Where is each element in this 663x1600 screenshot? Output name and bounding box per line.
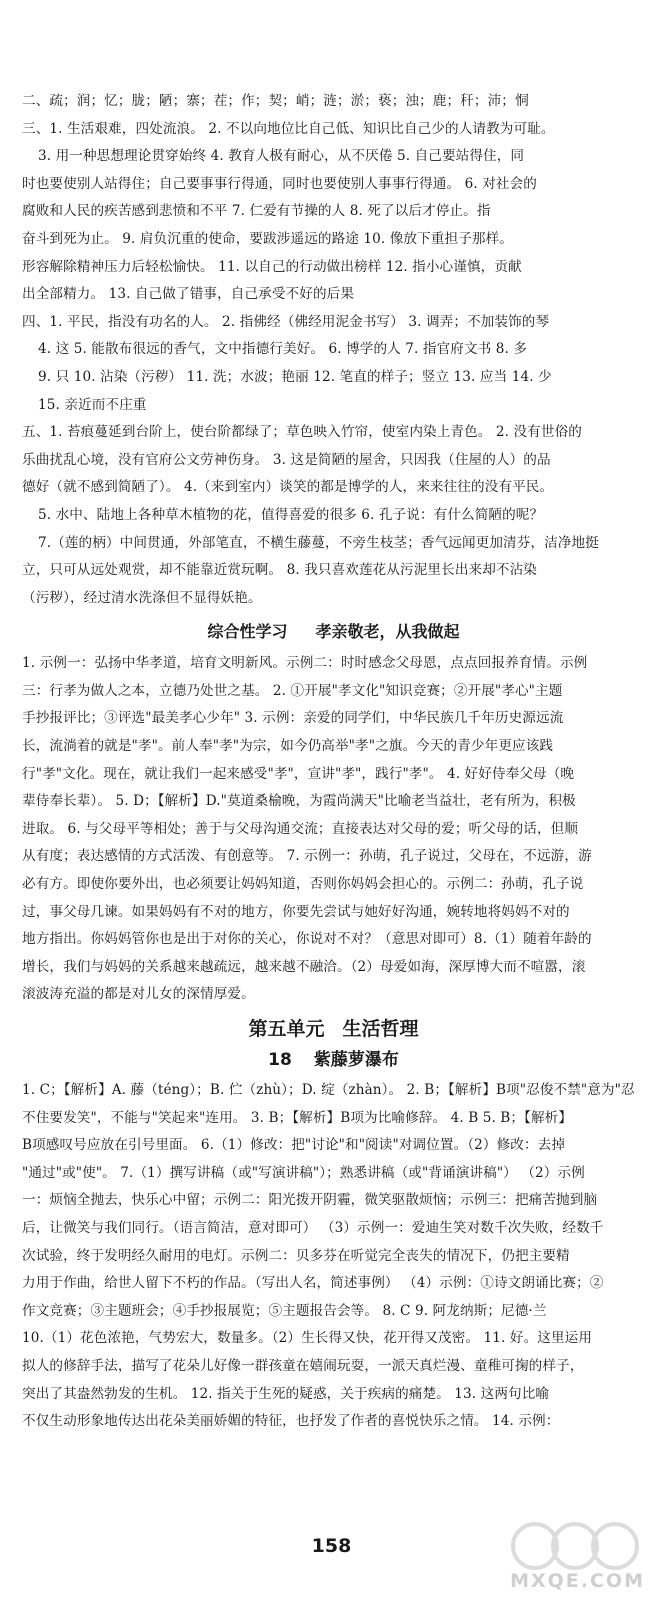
section-two <box>22 88 645 116</box>
text-line: 增长，我们与妈妈的关系越来越疏远，越来越不融洽。（2）母爱如海，深厚博大而不喧嚣，滚 <box>22 958 586 975</box>
section-four <box>22 309 645 419</box>
page-number: 158 <box>311 1535 352 1557</box>
text-line: 3. 用一种思想理论贯穿始终 4. 教育人极有耐心，从不厌倦 5. 自己要站得住，同 <box>38 148 525 165</box>
heading-left: 综合性学习 <box>207 622 288 642</box>
comprehensive-study-heading <box>22 616 645 648</box>
text-line: 四、1. 平民，指没有功名的人。 2. 指佛经（佛经用泥金书写） 3. 调弄；不加装饰的琴 <box>22 313 550 330</box>
text-line: 7.（莲的柄）中间贯通，外部笔直，不横生藤蔓，不旁生枝茎；香气远闻更加清芬，洁净地挺 <box>38 534 599 551</box>
text-line: 形容解除精神压力后轻松愉快。 11. 以自己的行动做出榜样 12. 指小心谨慎，贡献 <box>22 258 522 275</box>
text-line: B项感叹号应放在引号里面。 6.（1）修改：把"讨论"和"阅读"对调位置。（2）修改：去掉 <box>22 1137 566 1154</box>
text-line: 腐败和人民的疾苦感到悲愤和不平 7. 仁爱有节操的人 8. 死了以后才停止。指 <box>22 203 491 220</box>
text-line: 辈侍奉长辈）。 5. D；【解析】D."莫道桑榆晚，为霞尚满天"比喻老当益壮，老有所为，积极 <box>22 793 576 810</box>
text-line: 1. 示例一：弘扬中华孝道，培育文明新风。示例二：时时感念父母恩，点点回报养育情。示例 <box>22 655 588 672</box>
text-line: 手抄报评比；③评选"最美孝心少年" 3. 示例：亲爱的同学们，中华民族几千年历史源远流 <box>22 710 564 727</box>
lesson-title: 紫藤萝瀑布 <box>313 1050 399 1070</box>
text-line: 从有度；表达感情的方式活泼、有创意等。 7. 示例一：孙萌，孔子说过，父母在，不远游，游 <box>22 848 592 865</box>
text-line: 三：行孝为做人之本，立德乃处世之基。 2. ①开展"孝文化"知识竞赛；②开展"孝心"主题 <box>22 682 563 699</box>
text-line: 不仅生动形象地传达出花朵美丽娇媚的特征，也抒发了作者的喜悦快乐之情。 14. 示例： <box>22 1413 560 1430</box>
text-line: 滚波涛充溢的都是对儿女的深情厚爱。 <box>22 986 255 1003</box>
text-line: 时也要使别人站得住；自己要事事行得通，同时也要使别人事事行得通。 6. 对社会的 <box>22 175 537 192</box>
text-line: 乐曲扰乱心境，没有官府公文劳神伤身。 3. 这是简陋的屋舍，只因我（住屋的人）的品 <box>22 451 551 468</box>
text-line: （污秽），经过清水洗涤但不显得妖艳。 <box>22 589 262 606</box>
lesson-heading <box>22 1045 645 1075</box>
text-line: 拟人的修辞手法，描写了花朵儿好像一群孩童在嬉闹玩耍，一派天真烂漫、童稚可掬的样子， <box>22 1357 584 1374</box>
text-line: 进取。 6. 与父母平等相处；善于与父母沟通交流；直接表达对父母的爱；听父母的话，但顺 <box>22 820 579 837</box>
text-line: 15. 亲近而不庄重 <box>38 396 147 413</box>
text-line: 一：烦恼全抛去，快乐心中留；示例二：阳光拨开阴霾，微笑驱散烦恼；示例三：把痛苦抛到脑 <box>22 1192 598 1209</box>
unit-title: 生活哲理 <box>342 1018 419 1040</box>
text-line: 过，事父母几谏。如果妈妈有不对的地方，你要先尝试与她好好沟通，婉转地将妈妈不对的 <box>22 903 570 920</box>
section-three <box>22 116 645 309</box>
text-line: 三、1. 生活艰难，四处流浪。 2. 不以向地位比自己低、知识比自己少的人请教为可耻。 <box>22 120 555 137</box>
text-line: 出全部精力。 13. 自己做了错事，自己承受不好的后果 <box>22 286 355 303</box>
watermark-url: MXQE.COM <box>510 1570 645 1592</box>
text-line: 后，让微笑与我们同行。（语言简洁，意对即可） （3）示例一：爱迪生笑对数千次失败，经数千 <box>22 1219 604 1236</box>
text-line: "通过"或"使"。 7.（1）撰写讲稿（或"写演讲稿"）；熟悉讲稿（或"背诵演讲稿"） （2）示例 <box>22 1164 585 1181</box>
text-line: 力用于作曲，给世人留下不朽的作品。（写出人名，简述事例） （4）示例：①诗文朗诵比赛；② <box>22 1275 604 1292</box>
text-line: 9. 只 10. 沾染（污秽） 11. 洗；水波；艳丽 12. 笔直的样子；竖立 13. 应当 14. 少 <box>38 368 552 385</box>
text-line: 地方指出。你妈妈管你也是出于对你的关心，你说对不对？（意思对即可）8.（1）随着年龄的 <box>22 931 592 948</box>
text-line: 不住要发笑"，不能与"笑起来"连用。 3. B；【解析】B项为比喻修辞。 4. B 5. B；【解析】 <box>22 1109 573 1126</box>
text-line: 德好（就不感到简陋了）。 4.（来到室内）谈笑的都是博学的人，来来往往的没有平民。 <box>22 479 554 496</box>
text-line: 立，只可从远处观赏，却不能靠近赏玩啊。 8. 我只喜欢莲花从污泥里长出来却不沾染 <box>22 562 537 579</box>
text-line: 必有方。即使你要外出，也必须要让妈妈知道，否则你妈妈会担心的。示例二：孙萌，孔子说 <box>22 876 584 893</box>
text-line: 4. 这 5. 能散布很远的香气，文中指德行美好。 6. 博学的人 7. 指官府文书 8. 多 <box>38 341 528 358</box>
unit-heading <box>22 1013 645 1045</box>
unit-number: 第五单元 <box>248 1018 325 1040</box>
watermark-logo <box>499 1518 649 1596</box>
text-line: 1. C；【解析】A. 藤（téng）；B. 伫（zhù）；D. 绽（zhàn）。 2. B；【解析】B项"忍俊不禁"意为"忍 <box>22 1082 635 1098</box>
text-line: 作文竞赛；③主题班会；④手抄报展览；⑤主题报告会等。 8. C 9. 阿龙纳斯；尼德·兰 <box>22 1302 547 1319</box>
lesson-number: 18 <box>268 1050 292 1070</box>
text-line: 次试验，终于发明经久耐用的电灯。示例二：贝多芬在听觉完全丧失的情况下，仍把主要精 <box>22 1247 570 1264</box>
text-line: 5. 水中、陆地上各种草木植物的花，值得喜爱的很多 6. 孔子说：有什么简陋的呢？ <box>38 506 544 523</box>
text-line: 10.（1）花色浓艳，气势宏大，数量多。（2）生长得又快，花开得又茂密。 11. 好。这里运用 <box>22 1330 593 1347</box>
text-line: 长，流淌着的就是"孝"。前人奉"孝"为宗，如今仍高举"孝"之旗。今天的青少年更应该践 <box>22 738 554 755</box>
comprehensive-study-answers <box>22 650 645 1009</box>
watermark-badge-icon <box>499 1518 649 1574</box>
text-line: 突出了其盎然勃发的生机。 12. 指关于生死的疑惑，关于疾病的痛楚。 13. 这两句比喻 <box>22 1385 550 1402</box>
section-five <box>22 419 645 612</box>
text-line: 二、疏；润；忆；胧；陋；寨；茬；作；契；峭；涟；淤；亵；浊；鹿；秆；沛；恫 <box>22 93 529 109</box>
text-line: 奋斗到死为止。 9. 肩负沉重的使命，要跋涉遥远的路途 10. 像放下重担子那样。 <box>22 230 513 247</box>
text-line: 行"孝"文化。现在，就让我们一起来感受"孝"，宣讲"孝"，践行"孝"。 4. 好好侍奉父母（晚 <box>22 765 575 782</box>
lesson-18-answers <box>22 1077 645 1436</box>
text-line: 五、1. 苔痕蔓延到台阶上，使台阶都绿了；草色映入竹帘，使室内染上青色。 2. 没有世俗的 <box>22 424 582 441</box>
heading-right: 孝亲敬老，从我做起 <box>315 622 460 642</box>
